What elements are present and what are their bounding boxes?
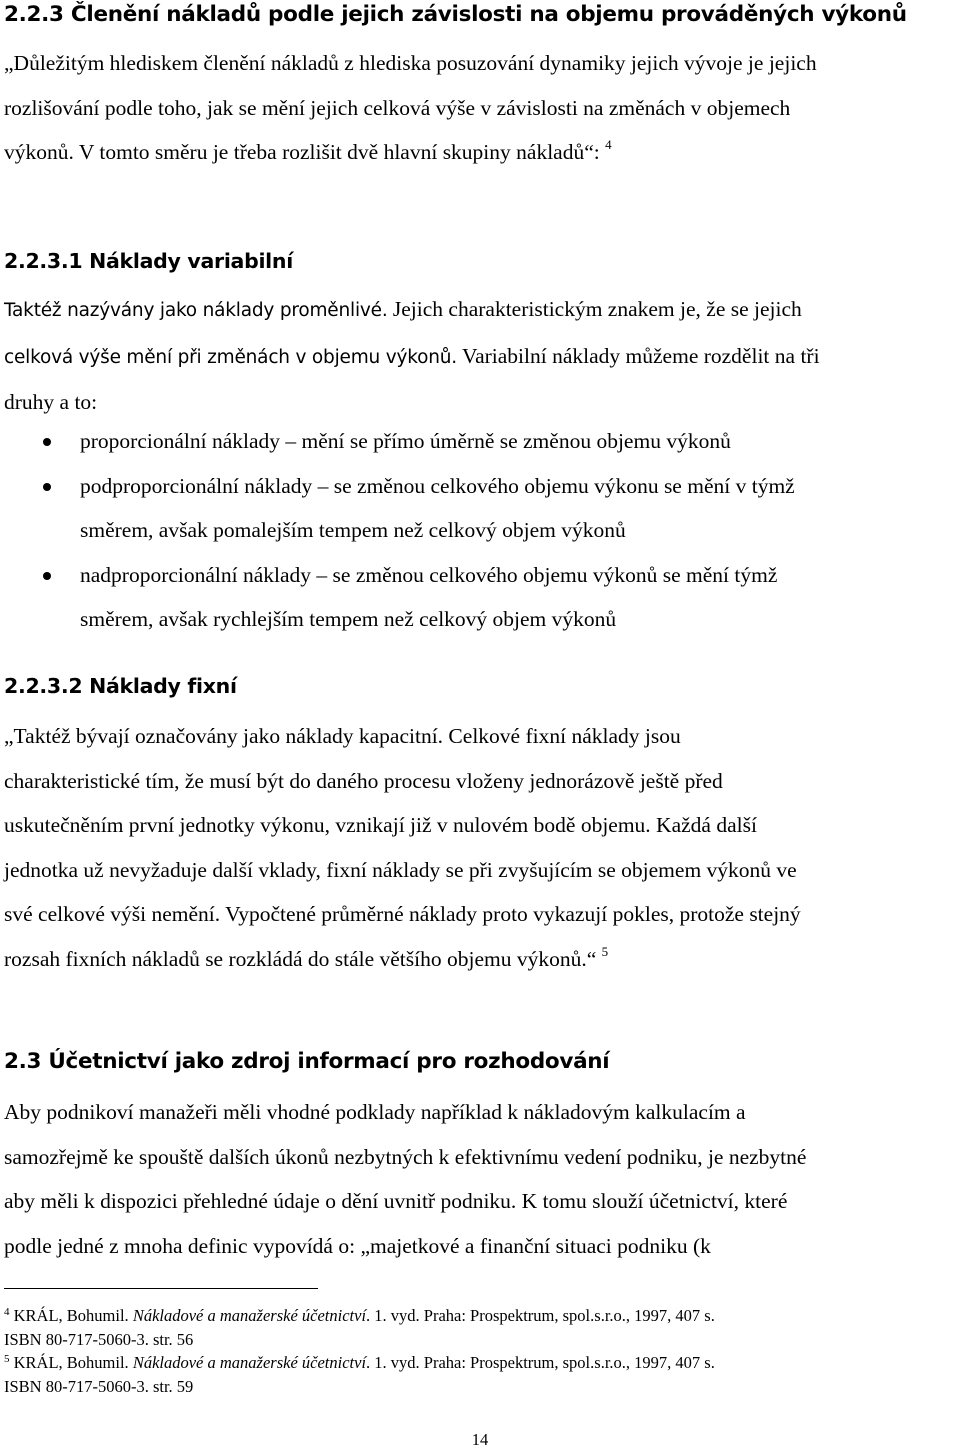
footnote-author: KRÁL, Bohumil.	[9, 1353, 133, 1372]
variable-line-1	[4, 287, 959, 334]
list-item	[0, 464, 960, 553]
section-heading-2-2-3-2: 2.2.3.2 Náklady fixní	[4, 674, 237, 698]
intro-paragraph	[4, 41, 959, 178]
bullet-icon	[43, 438, 51, 446]
page-number: 14	[471, 1430, 489, 1449]
footnote-title: Nákladové a manažerské účetnictví	[132, 1306, 367, 1325]
intro-line-2: rozlišování podle toho, jak se mění jejich celková výše v závislosti na změnách v objemech	[4, 95, 791, 120]
variable-line-2	[4, 334, 959, 381]
bullet-icon	[43, 572, 51, 580]
variable-line-2-serif: Variabilní náklady můžeme rozdělit na tři	[456, 343, 820, 368]
variable-costs-paragraph	[4, 287, 959, 425]
footnote-line	[4, 1352, 959, 1376]
intro-line-1: „Důležitým hlediskem členění nákladů z hlediska posuzování dynamiky jejich vývoje je jejich	[4, 51, 817, 75]
variable-line-3: druhy a to:	[4, 390, 98, 414]
fixed-line-5: své celkové výši nemění. Vypočtené průměrné náklady proto vykazují pokles, protože stejný	[4, 902, 801, 926]
variable-line-1-sans: Taktéž nazývány jako náklady proměnlivé.	[4, 300, 388, 321]
accounting-line-3: aby měli k dispozici přehledné údaje o dění uvnitř podniku. K tomu slouží účetnictví, které	[4, 1189, 788, 1213]
accounting-paragraph	[4, 1090, 959, 1268]
list-item-line: proporcionální náklady – mění se přímo úměrně se změnou objemu výkonů	[80, 429, 731, 453]
footnote-title: Nákladové a manažerské účetnictví	[132, 1353, 367, 1372]
intro-line-3	[4, 130, 959, 178]
section-heading-2-3: 2.3 Účetnictví jako zdroj informací pro rozhodování	[4, 1049, 610, 1074]
footnote-divider	[4, 1288, 318, 1289]
footnote-number: 5	[4, 1353, 10, 1365]
footnote-ref-4[interactable]: 4	[605, 137, 612, 152]
fixed-line-4: jednotka už nevyžaduje další vklady, fixní náklady se při zvyšujícím se objemem výkonů ve	[4, 857, 797, 882]
fixed-line-6-text: rozsah fixních nákladů se rozkládá do stále většího objemu výkonů.“	[4, 946, 597, 971]
footnote-isbn: ISBN 80-717-5060-3. str. 56	[4, 1330, 194, 1349]
fixed-line-2: charakteristické tím, že musí být do daného procesu vloženy jednorázově ještě před	[4, 768, 723, 793]
variable-line-2-sans: celková výše mění při změnách v objemu výkonů.	[4, 346, 457, 368]
footnote-publisher: . 1. vyd. Praha: Prospektrum, spol.s.r.o., 1997, 407 s.	[366, 1306, 715, 1325]
list-item	[0, 419, 960, 464]
list-item-line: nadproporcionální náklady – se změnou celkového objemu výkonů se mění týmž	[80, 562, 778, 587]
accounting-line-1: Aby podnikoví manažeři měli vhodné podklady například k nákladovým kalkulacím a	[4, 1100, 746, 1124]
bullet-icon	[43, 483, 51, 491]
intro-line-3-text: výkonů. V tomto směru je třeba rozlišit dvě hlavní skupiny nákladů“:	[4, 140, 600, 164]
fixed-line-1: „Taktéž bývají označovány jako náklady kapacitní. Celkové fixní náklady jsou	[4, 724, 681, 748]
footnote-number: 4	[4, 1306, 10, 1318]
footnote-author: KRÁL, Bohumil.	[9, 1306, 133, 1325]
section-heading-2-2-3: 2.2.3 Členění nákladů podle jejich závislosti na objemu prováděných výkonů	[4, 2, 907, 27]
footnote-ref-5[interactable]: 5	[601, 943, 609, 959]
footnote-isbn: ISBN 80-717-5060-3. str. 59	[4, 1377, 194, 1396]
list-item-line: směrem, avšak rychlejším tempem než celkový objem výkonů	[80, 607, 617, 631]
accounting-line-4: podle jedné z mnoha definic vypovídá o: „majetkové a finanční situaci podniku (k	[4, 1233, 711, 1258]
section-heading-2-2-3-1: 2.2.3.1 Náklady variabilní	[4, 249, 293, 273]
accounting-line-2: samozřejmě ke spouště dalších úkonů nezbytných k efektivnímu vedení podniku, je nezbytné	[4, 1144, 807, 1169]
fixed-line-6	[4, 937, 959, 985]
variable-costs-list	[0, 419, 960, 642]
footnote-4	[4, 1305, 959, 1351]
fixed-line-3: uskutečněním první jednotky výkonu, vznikají již v nulovém bodě objemu. Každá další	[4, 813, 757, 837]
footnote-line	[4, 1305, 959, 1329]
list-item-line: podproporcionální náklady – se změnou celkového objemu výkonu se mění v týmž	[80, 473, 795, 498]
list-item-line: směrem, avšak pomalejším tempem než celkový objem výkonů	[80, 518, 626, 542]
footnote-5	[4, 1352, 959, 1398]
variable-line-1-serif: Jejich charakteristickým znakem je, že se jejich	[387, 297, 802, 321]
fixed-costs-paragraph	[4, 714, 959, 984]
footnote-publisher: . 1. vyd. Praha: Prospektrum, spol.s.r.o., 1997, 407 s.	[366, 1353, 715, 1372]
list-item	[0, 553, 960, 642]
